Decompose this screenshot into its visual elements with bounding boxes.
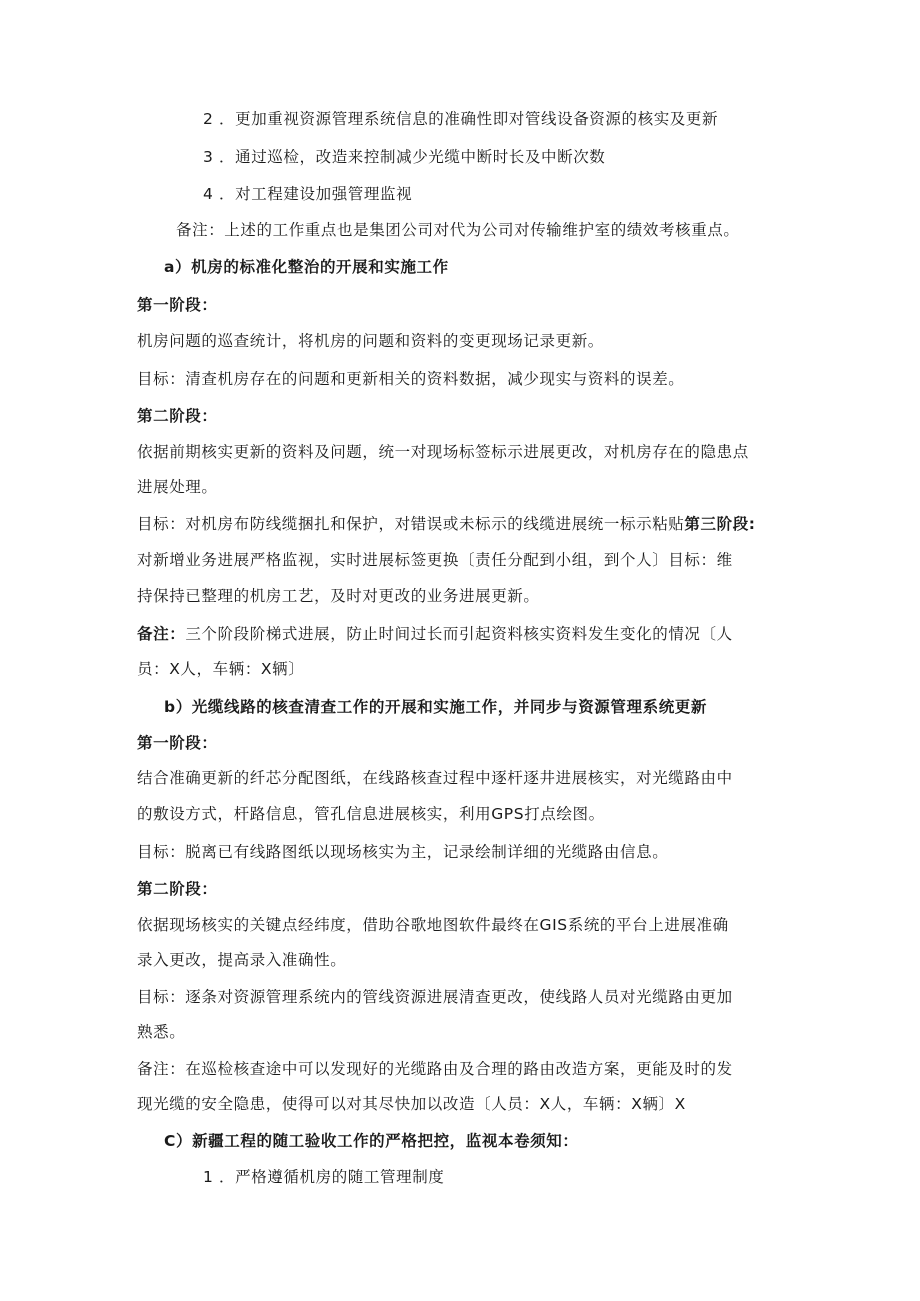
note-label: 备注： — [137, 625, 186, 643]
note-paragraph: 备注：在巡检核查途中可以发现好的光缆路由及合理的路由改造方案，更能及时的发 — [137, 1060, 733, 1078]
paragraph-line: 的敷设方式，杆路信息，管孔信息进展核实，利用GPS打点绘图。 — [137, 805, 605, 823]
list-item-4: 4 ．对工程建设加强管理监视 — [203, 185, 413, 203]
paragraph-line: 依据前期核实更新的资料及问题，统一对现场标签标示进展更改，对机房存在的隐患点 — [137, 443, 749, 461]
note-paragraph: 备注：上述的工作重点也是集团公司对代为公司对传输维护室的绩效考核重点。 — [176, 221, 740, 239]
paragraph-line: 持保持已整理的机房工艺，及时对更改的业务进展更新。 — [137, 587, 540, 605]
section-heading-b: b）光缆线路的核查清查工作的开展和实施工作，并同步与资源管理系统更新 — [164, 698, 707, 716]
paragraph-line: 进展处理。 — [137, 478, 218, 496]
list-item-2: 2 ．更加重视资源管理系统信息的准确性即对管线设备资源的核实及更新 — [203, 110, 719, 128]
stage-heading: 第一阶段： — [137, 296, 218, 314]
section-heading-a: a）机房的标准化整治的开展和实施工作 — [164, 258, 449, 276]
list-item-1: 1 ．严格遵循机房的随工管理制度 — [203, 1168, 445, 1186]
goal-line: 目标：清查机房存在的问题和更新相关的资料数据，减少现实与资料的误差。 — [137, 370, 685, 388]
goal-line — [137, 514, 756, 534]
paragraph-line: 结合准确更新的纤芯分配图纸，在线路核查过程中逐杆逐井进展核实，对光缆路由中 — [137, 769, 733, 787]
stage-heading: 第二阶段： — [137, 407, 218, 425]
list-item-3: 3 ．通过巡检，改造来控制减少光缆中断时长及中断次数 — [203, 148, 606, 166]
stage-heading-inline: 第三阶段: — [684, 515, 756, 533]
paragraph-line: 依据现场核实的关键点经纬度，借助谷歌地图软件最终在GIS系统的平台上进展准确 — [137, 916, 729, 934]
paragraph-line: 熟悉。 — [137, 1023, 186, 1041]
section-heading-c: C）新疆工程的随工验收工作的严格把控，监视本卷须知： — [164, 1132, 579, 1150]
paragraph-line: 录入更改，提高录入准确性。 — [137, 951, 347, 969]
paragraph-line: 对新增业务进展严格监视，实时进展标签更换〔责任分配到小组，到个人〕目标：维 — [137, 551, 733, 569]
goal-text: 目标：对机房布防线缆捆扎和保护，对错误或未标示的线缆进展统一标示粘贴 — [137, 515, 685, 533]
note-paragraph — [137, 624, 733, 644]
goal-line: 目标：脱离已有线路图纸以现场核实为主，记录绘制详细的光缆路由信息。 — [137, 843, 669, 861]
note-text: 三个阶段阶梯式进展，防止时间过长而引起资料核实资料发生变化的情况〔人 — [185, 625, 733, 643]
stage-heading: 第二阶段： — [137, 880, 218, 898]
paragraph-line: 机房问题的巡查统计，将机房的问题和资料的变更现场记录更新。 — [137, 332, 604, 350]
stage-heading: 第一阶段： — [137, 734, 218, 752]
paragraph-line: 员：X人，车辆：X辆〕 — [137, 660, 305, 678]
goal-line: 目标：逐条对资源管理系统内的管线资源进展清查更改，使线路人员对光缆路由更加 — [137, 988, 733, 1006]
paragraph-line: 现光缆的安全隐患，使得可以对其尽快加以改造〔人员：X人，车辆：X辆〕X — [137, 1095, 686, 1113]
